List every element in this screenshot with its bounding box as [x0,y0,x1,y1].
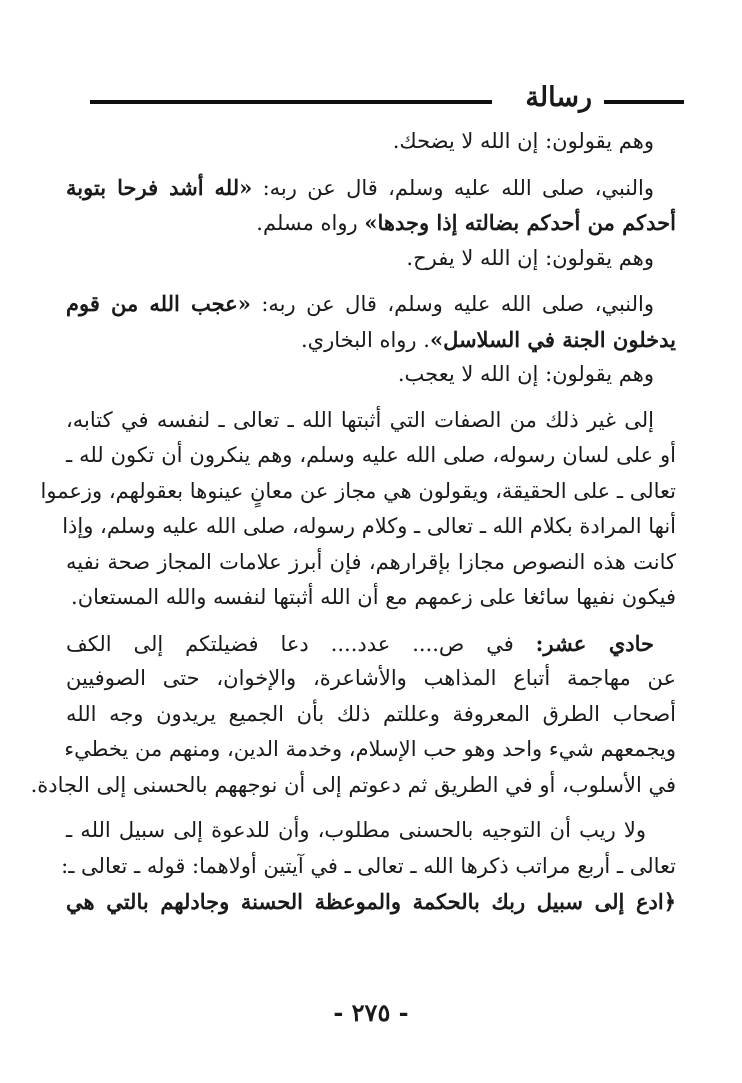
paragraph-line: أنها المرادة بكلام الله ـ تعالى ـ وكلام رسوله، صلى الله عليه وسلم، وإذا [62,514,676,538]
paragraph-line: ويجمعهم شيء واحد وهو حب الإسلام، وخدمة الدين، ومنهم من يخطيء [64,737,676,761]
paragraph-text: والنبي، صلى الله عليه وسلم، قال عن ربه: [250,292,654,316]
paragraph-line: تعالى ـ على الحقيقة، ويقولون هي مجاز عن معانٍ عينوها بعقولهم، وزعموا [40,478,676,503]
header-rule-right [604,100,684,104]
paragraph-line [66,170,676,206]
page-number: - ٢٧٥ - [333,998,409,1027]
paragraph-line: وهم يقولون: إن الله لا يضحك. [392,129,654,153]
paragraph-text: رواه مسلم. [256,211,365,235]
paragraph-line: وهم يقولون: إن الله لا يفرح. [406,245,654,270]
paragraph-line [66,626,676,662]
paragraph-line: تعالى ـ أربع مراتب ذكرها الله ـ تعالى ـ في آيتين أولاهما: قوله ـ تعالى ـ: [61,853,676,878]
header-rule-left [90,100,492,104]
paragraph-line: أو على لسان رسوله، صلى الله عليه وسلم، وهم ينكرون أن تكون لله ـ [66,443,676,467]
body-text [30,124,676,920]
paragraph-line [66,322,676,358]
quran-verse: ﴿ادع إلى سبيل ربك بالحكمة والموعظة الحسنة وجادلهم بالتي هي [66,889,676,914]
paragraph-line: ولا ريب أن التوجيه بالحسنى مطلوب، وأن للدعوة إلى سبيل الله ـ [66,818,646,842]
paragraph-line: إلى غير ذلك من الصفات التي أثبتها الله ـ تعالى ـ لنفسه في كتابه، [66,407,654,432]
paragraph-line: كانت هذه النصوص مجازا بإقرارهم، فإن أبرز علامات المجاز صحة نفيه [66,549,676,574]
paragraph-text: والنبي، صلى الله عليه وسلم، قال عن ربه: [252,175,654,200]
paragraph-line: في الأسلوب، أو في الطريق ثم دعوتم إلى أن نوجههم بالحسنى إلى الجادة. [30,772,676,797]
paragraph-line: عن مهاجمة أتباع المذاهب والأشاعرة، والإخوان، حتى الصوفيين [66,666,676,690]
paragraph-line: وهم يقولون: إن الله لا يعجب. [397,362,654,386]
hadith-quote: أحدكم من أحدكم بضالته إذا وجدها» [364,210,676,235]
paragraph-line [66,286,676,322]
hadith-quote: «عجب الله من قوم [66,291,251,316]
paragraph-line: أصحاب الطرق المعروفة وعللتم ذلك بأن الجميع يريدون وجه الله [66,701,676,726]
hadith-quote: «لله أشد فرحا بتوبة [66,174,253,200]
paragraph-line: فيكون نفيها سائغا على زعمهم مع أن الله أثبتها لنفسه والله المستعان. [71,585,676,609]
paragraph-line [66,205,676,241]
running-header [90,80,684,116]
section-label: حادي عشر: [535,630,654,656]
paragraph-text: . رواه البخاري. [301,327,430,352]
paragraph-text: في ص.... عدد.... دعا فضيلتكم إلى الكف [66,631,536,656]
hadith-quote: يدخلون الجنة في السلاسل» [429,326,676,352]
running-header-title: رسالة [525,82,592,113]
